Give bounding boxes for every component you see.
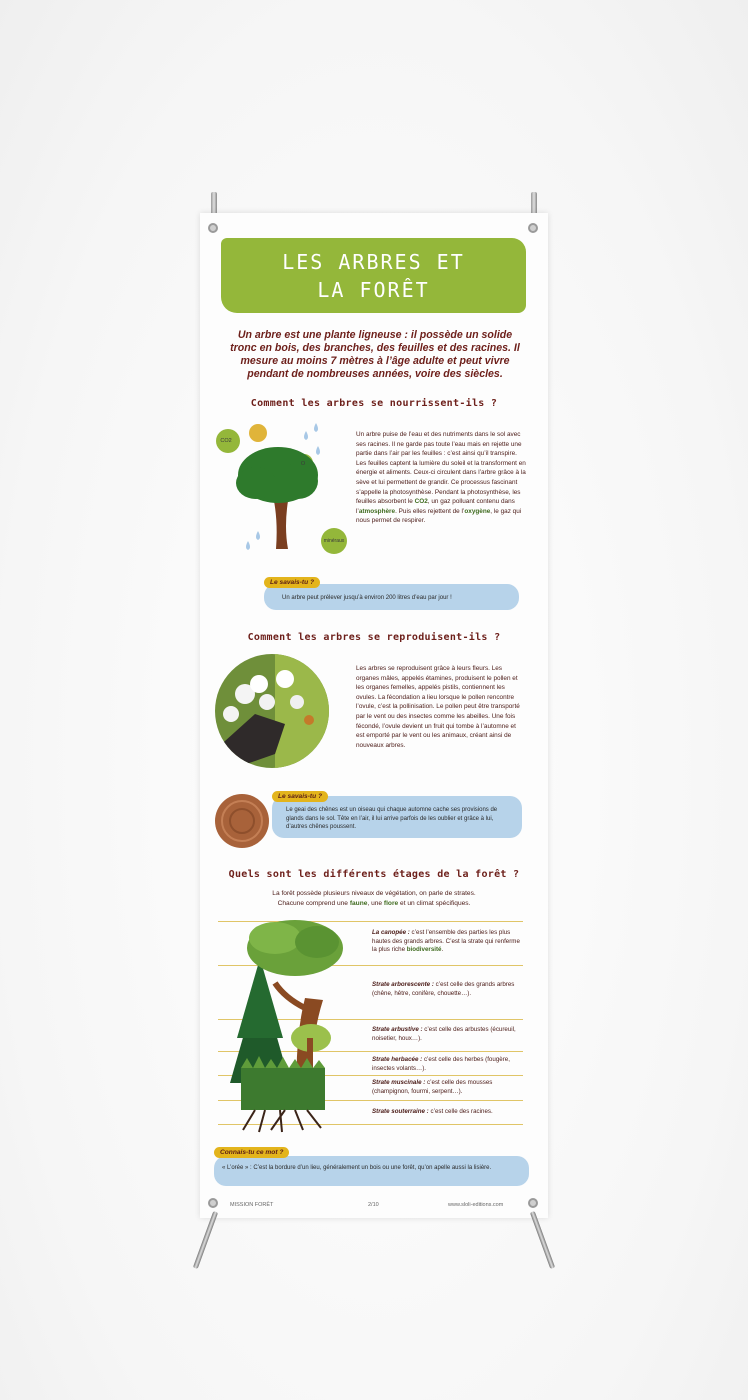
strata-intro-b	[214, 899, 534, 909]
oxygen-highlight: oxygène	[464, 507, 491, 515]
section-heading-nourish: Comment les arbres se nourrissent-ils ?	[250, 398, 498, 409]
tip-label-reproduce: Le savais-tu ?	[272, 791, 328, 802]
reproduce-text: Les arbres se reproduisent grâce à leurs fleurs. Les organes mâles, appelés étamines, produisent le pollen et les organes femelles, appelés pistils, contiennent les ovules. La fécondation a lieu lorsque le pollen rencontre l’ovule, c’est la pollinisation. Le pollen peut être transporté par le vent ou des insectes comme les abeilles. Une fois fécondé, l’ovule devient un fruit qui tombe à l’automne et est emporté par le vent ou les animaux, créant ainsi de nouveaux arbres.	[356, 665, 520, 749]
nourish-text-b: , un gaz polluant contenu dans l’	[356, 498, 515, 515]
nourish-text-d: , le gaz qui nous permet de respirer.	[356, 507, 522, 525]
atmosphere-highlight: atmosphère	[358, 507, 396, 515]
title-box	[221, 238, 526, 313]
forest-strata-illustration	[225, 918, 365, 1133]
tip-box-word	[214, 1156, 529, 1186]
tip-text-reproduce: Le geai des chênes est un oiseau qui chaque automne cache ses provisions de glands dans le sol. Tête en l’air, il lui arrive parfois de les oublier et grâce à lui, d’autres chênes poussent.	[286, 807, 498, 830]
strata-moss	[372, 1079, 522, 1096]
grommet	[528, 1198, 538, 1208]
title-line-1: LES ARBRES ET	[282, 249, 465, 274]
title-line-2: LA FORÊT	[317, 277, 430, 302]
strata-herbaceous	[372, 1056, 522, 1073]
strata-canopy-end: .	[441, 946, 444, 954]
rollup-banner	[200, 213, 548, 1218]
grommet	[208, 223, 218, 233]
strata-canopy-name: La canopée :	[372, 929, 410, 936]
grommet	[528, 223, 538, 233]
strata-underground-desc: c’est celle des racines.	[428, 1108, 493, 1115]
oxygen-tag: O	[300, 461, 306, 467]
intro-text: Un arbre est une plante ligneuse : il possède un solide tronc en bois, des branches, des feuilles et des racines. Il mesure au moins 7 mètres à l’âge adulte et peut vivre pendant de nombreuses années, voire des siècles.	[230, 329, 520, 380]
nourish-text-a: Un arbre puise de l’eau et des nutriments dans le sol avec ses racines. Il ne garde pas toute l’eau mais en rejette une partie dans l’air par les feuilles : c’est ainsi qu’il transpire. Les feuilles captent la lumière du soleil et la transforment en énergie et aliments. Ceux-ci circulent dans l’arbre grâce à la sève et lui permettent de grandir. Ce processus fascinant s’appelle la photosynthèse. Pendant la photosynthèse, les feuilles absorbent le	[356, 431, 526, 506]
flore-highlight: flore	[383, 900, 399, 907]
co2-highlight: CO2	[414, 498, 428, 506]
strata-arborescent-desc: c’est celle des grands arbres (chêne, hêtre, conifère, chouette…).	[372, 981, 515, 997]
tip-text-word: « L’orée » : C’est la bordure d’un lieu, généralement un bois ou une forêt, qu’on apelle aussi la lisière.	[222, 1165, 492, 1171]
strata-shrub-desc: c’est celle des arbustes (écureuil, noisetier, houx…).	[372, 1026, 516, 1042]
strata-intro-d-text: et un climat spécifiques.	[398, 900, 471, 907]
strata-shrub-name: Strate arbustive :	[372, 1026, 423, 1033]
footer-website: www.sloli-editions.com	[448, 1202, 504, 1208]
strata-intro-b-text: Chacune comprend une	[277, 900, 350, 907]
strata-underground	[372, 1108, 522, 1117]
tip-label-nourish: Le savais-tu ?	[264, 577, 320, 588]
faune-highlight: faune	[349, 900, 368, 907]
cherry-blossom-photo	[215, 654, 329, 768]
strata-canopy	[372, 929, 522, 955]
section-heading-strata: Quels sont les différents étages de la forêt ?	[228, 869, 520, 880]
strata-arborescent-name: Strate arborescente :	[372, 981, 434, 988]
tip-box-reproduce	[272, 796, 522, 838]
footer-page-number: 2/10	[368, 1202, 379, 1208]
strata-herbaceous-name: Strate herbacée :	[372, 1056, 423, 1063]
strata-shrub	[372, 1026, 522, 1043]
biodiversity-highlight: biodiversité	[406, 946, 442, 954]
strata-arborescent	[372, 981, 522, 998]
co2-tag: CO2	[220, 438, 232, 444]
minerals-tag: minéraux	[323, 538, 345, 544]
nourish-text-c: . Puis elles rejettent de l’	[395, 507, 465, 515]
footer-brand: MISSION FORÊT	[230, 1202, 274, 1208]
strata-intro-c-text: , une	[367, 900, 384, 907]
grommet	[208, 1198, 218, 1208]
strata-moss-name: Strate muscinale :	[372, 1079, 426, 1086]
tip-label-word: Connais-tu ce mot ?	[214, 1147, 289, 1158]
strata-herbaceous-desc: c’est celle des herbes (fougère, insectes volants…).	[372, 1056, 510, 1072]
acorn-wood-photo	[214, 793, 270, 849]
tip-text-nourish: Un arbre peut prélever jusqu’à environ 200 litres d’eau par jour !	[282, 595, 452, 601]
strata-canopy-desc: c’est l’ensemble des parties les plus hautes des grands arbres. C’est la strate qui renferme la plus riche	[372, 929, 520, 954]
section-heading-reproduce: Comment les arbres se reproduisent-ils ?	[247, 632, 501, 643]
strata-intro-a: La forêt possède plusieurs niveaux de végétation, on parle de strates.	[272, 890, 476, 897]
strata-underground-name: Strate souterraine :	[372, 1108, 429, 1115]
strata-moss-desc: c’est celle des mousses (champignon, fourmi, serpent…).	[372, 1079, 493, 1095]
nourish-text	[356, 430, 526, 526]
